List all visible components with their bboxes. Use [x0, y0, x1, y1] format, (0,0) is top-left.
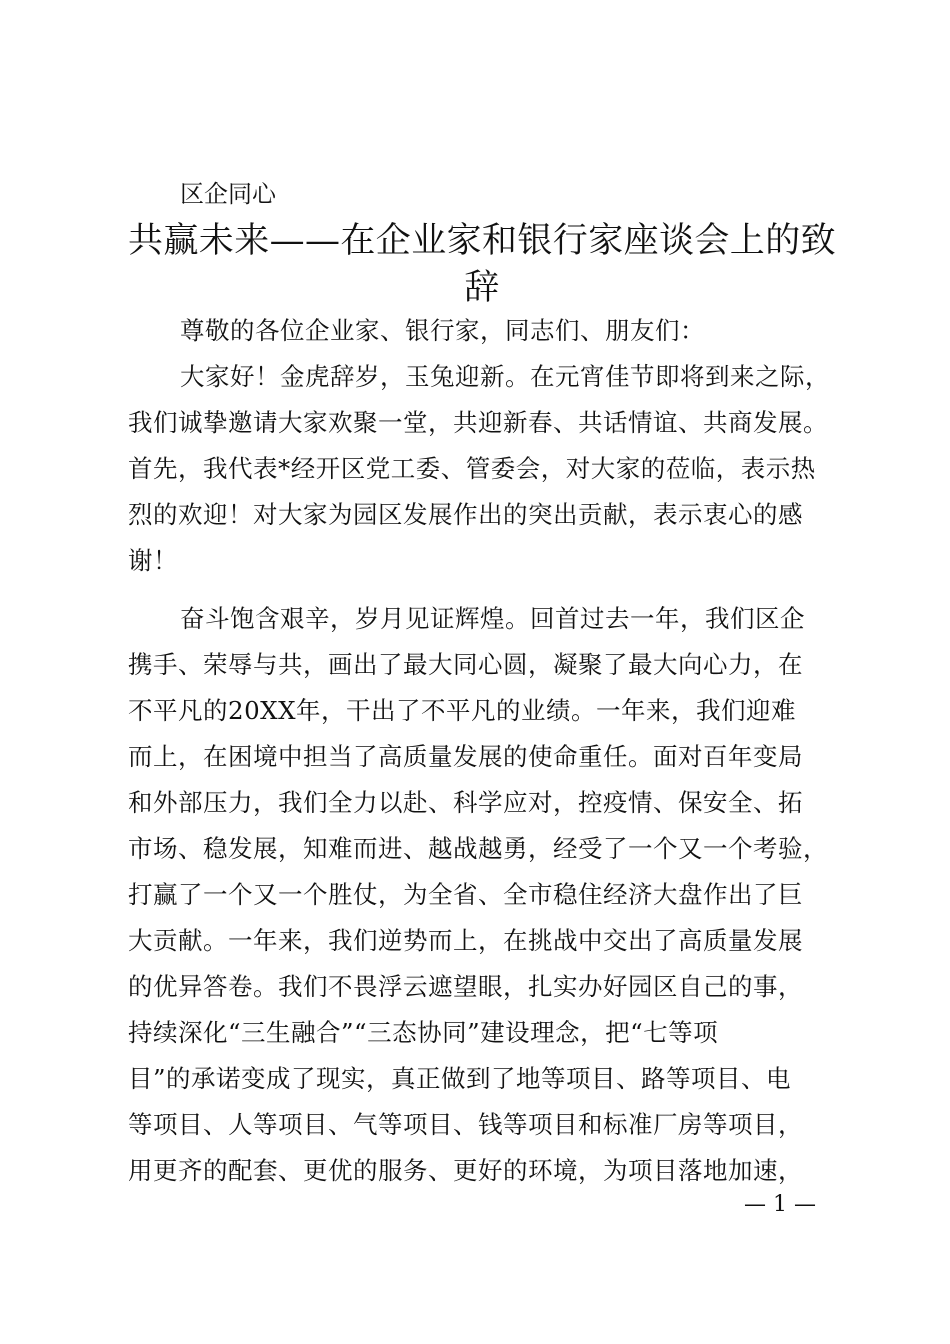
paragraph-line: 打赢了一个又一个胜仗，为全省、全市稳住经济大盘作出了巨 [128, 880, 803, 909]
paragraph-line: 用更齐的配套、更优的服务、更好的环境，为项目落地加速， [128, 1156, 803, 1185]
paragraph-2 [128, 596, 836, 1194]
paragraph-line: 谢！ [128, 546, 178, 575]
paragraph-line: 等项目、人等项目、气等项目、钱等项目和标准厂房等项目， [128, 1110, 803, 1139]
paragraph-line: 携手、荣辱与共，画出了最大同心圆，凝聚了最大向心力，在 [128, 650, 803, 679]
page-title: 共赢未来——在企业家和银行家座谈会上的致辞 [128, 221, 837, 308]
paragraph-line: 首先，我代表*经开区党工委、管委会，对大家的莅临，表示热 [128, 454, 816, 483]
salutation: 尊敬的各位企业家、银行家，同志们、朋友们： [180, 316, 705, 345]
paragraph-line: 而上，在困境中担当了高质量发展的使命重任。面对百年变局 [128, 742, 803, 771]
paragraph-line: 不平凡的20XX年，干出了不平凡的业绩。一年来，我们迎难 [128, 696, 797, 725]
paragraph-line: 大家好！金虎辞岁，玉兔迎新。在元宵佳节即将到来之际， [180, 362, 830, 391]
paragraph-line: 市场、稳发展，知难而进、越战越勇，经受了一个又一个考验， [128, 834, 828, 863]
paragraph-spacer [128, 584, 836, 596]
paragraph-line: 的优异答卷。我们不畏浮云遮望眼，扎实办好园区自己的事， [128, 972, 803, 1001]
paragraph-line: 奋斗饱含艰辛，岁月见证辉煌。回首过去一年，我们区企 [180, 604, 805, 633]
paragraph-line: 持续深化“三生融合”“三态协同”建设理念，把“七等项 [128, 1018, 719, 1047]
paragraph-line: 大贡献。一年来，我们逆势而上，在挑战中交出了高质量发展 [128, 926, 803, 955]
paragraph-line: 和外部压力，我们全力以赴、科学应对，控疫情、保安全、拓 [128, 788, 803, 817]
paragraph-line: 烈的欢迎！对大家为园区发展作出的突出贡献，表示衷心的感 [128, 500, 803, 529]
subtitle: 区企同心 [180, 180, 276, 208]
document-body [128, 308, 836, 1194]
paragraph-line: 我们诚挚邀请大家欢聚一堂，共迎新春、共话情谊、共商发展。 [128, 408, 828, 437]
page-number: — 1 — [744, 1192, 816, 1217]
paragraph-line: 目”的承诺变成了现实，真正做到了地等项目、路等项目、电 [128, 1064, 792, 1093]
paragraph-1 [128, 354, 836, 584]
